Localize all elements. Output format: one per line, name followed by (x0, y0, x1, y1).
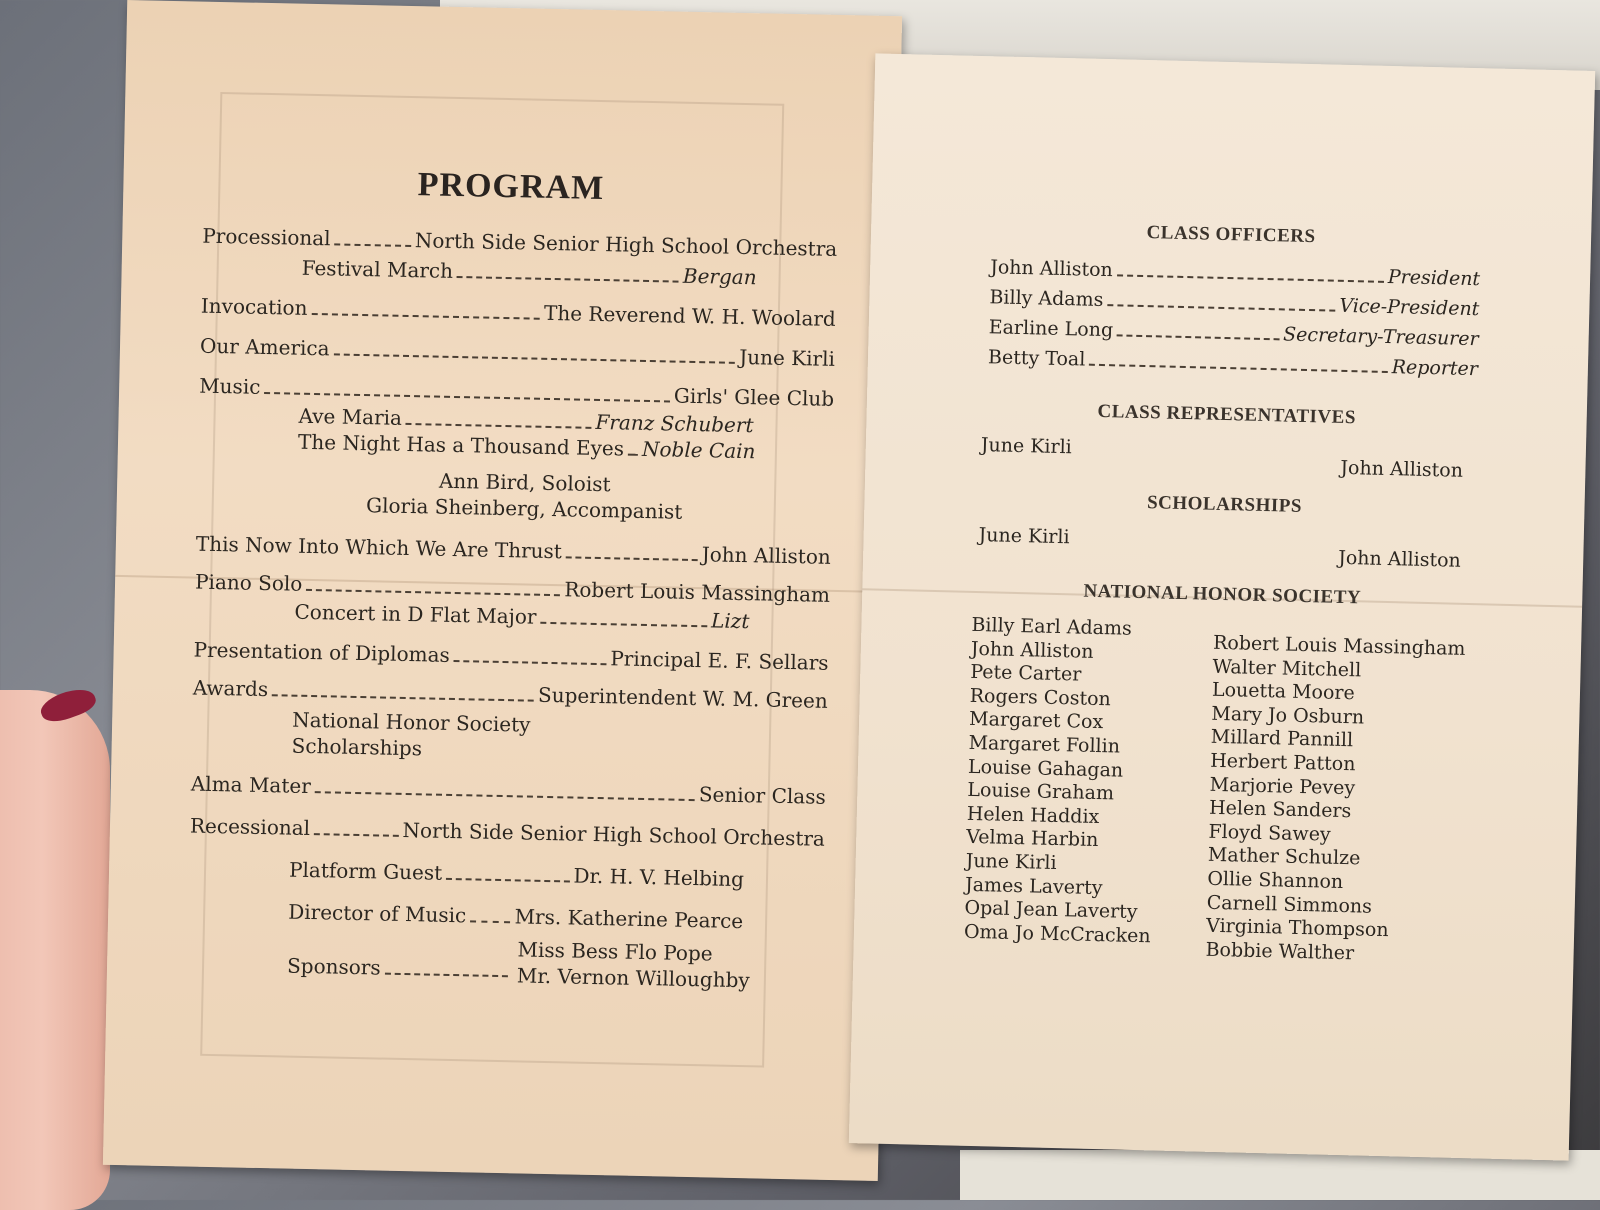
representatives-heading: CLASS REPRESENTATIVES (1097, 400, 1357, 429)
scholarship-recipient: June Kirli (978, 524, 1070, 549)
honor-member: Margaret Follin (968, 731, 1121, 758)
program-item-performer: Franz Schubert (595, 409, 754, 438)
accompanist: Gloria Sheinberg, Accompanist (365, 493, 683, 524)
honor-society-column (964, 614, 1159, 949)
honor-member: Louetta Moore (1211, 678, 1356, 705)
honor-society-heading: NATIONAL HONOR SOCIETY (1083, 580, 1362, 609)
program-item-performer: Dr. H. V. Helbing (573, 863, 745, 892)
program-item-label: Our America (199, 333, 330, 361)
representative-name: John Alliston (1340, 456, 1464, 482)
program-item-label: Ave Maria (298, 403, 403, 430)
program-item-label: Processional (202, 223, 331, 251)
program-item-performer: Bergan (682, 263, 757, 290)
honor-member: Margaret Cox (968, 708, 1104, 734)
honor-member: Helen Haddix (966, 802, 1100, 828)
program-item-performer: Girls' Glee Club (673, 383, 835, 411)
honor-member: Carnell Simmons (1206, 891, 1373, 918)
dot-leader (384, 973, 507, 978)
honor-member: Bobbie Walther (1205, 938, 1355, 965)
program-item-label: Alma Mater (190, 771, 312, 799)
honor-member: Mather Schulze (1207, 844, 1361, 870)
dot-leader (628, 454, 638, 456)
honor-society-column (1205, 632, 1465, 968)
program-item-label: Director of Music (287, 899, 467, 928)
dot-leader (406, 423, 592, 429)
award-name: Scholarships (291, 733, 423, 761)
program-item-performer: Noble Cain (641, 436, 756, 464)
sponsor-name: Mr. Vernon Willoughby (516, 963, 750, 993)
program-item-performer: North Side Senior High School Orchestra (414, 228, 838, 261)
honor-member: June Kirli (965, 849, 1057, 874)
dot-leader (566, 556, 698, 561)
hand (0, 690, 110, 1210)
officer-row (988, 346, 1478, 380)
program-item-performer: Senior Class (698, 782, 827, 809)
honor-member: Louise Gahagan (967, 755, 1124, 782)
dot-leader (311, 313, 540, 320)
honor-member: Millard Pannill (1210, 726, 1354, 752)
officer-role: Reporter (1391, 356, 1479, 381)
honor-member: Velma Harbin (966, 826, 1099, 852)
honor-member: Herbert Patton (1209, 749, 1356, 776)
honor-member: Helen Sanders (1208, 796, 1352, 823)
dot-leader (1117, 334, 1279, 340)
officer-name: Billy Adams (989, 286, 1104, 312)
honor-member: Floyd Sawey (1208, 820, 1331, 846)
program-page (103, 0, 902, 1181)
program-item-label: Sponsors (286, 953, 381, 980)
program-title: PROGRAM (417, 166, 605, 208)
honor-member: Billy Earl Adams (971, 613, 1133, 640)
dot-leader (1089, 364, 1387, 373)
honor-member: Louise Graham (967, 778, 1115, 805)
scholarship-recipient: John Alliston (1337, 546, 1462, 572)
program-item-performer: Principal E. F. Sellars (610, 646, 829, 675)
program-item-label: Presentation of Diplomas (193, 637, 451, 667)
honor-member: Mary Jo Osburn (1211, 702, 1365, 729)
officer-name: John Alliston (989, 256, 1114, 282)
program-item-label: Piano Solo (194, 569, 303, 596)
dot-leader (334, 243, 410, 247)
officer-role: Secretary-Treasurer (1282, 323, 1479, 351)
honor-member: Oma Jo McCracken (963, 920, 1151, 948)
program-item-label: The Night Has a Thousand Eyes (297, 429, 625, 461)
dot-leader (272, 694, 534, 701)
officer-row (988, 316, 1478, 350)
program-item-performer: Robert Louis Massingham (564, 577, 831, 607)
honor-member: Pete Carter (970, 661, 1082, 686)
honor-member: Opal Jean Laverty (964, 896, 1138, 924)
dot-leader (470, 920, 510, 923)
program-item-performer: Mrs. Katherine Pearce (514, 904, 744, 934)
honor-member: Marjorie Pevey (1209, 773, 1356, 799)
sponsor-list (517, 936, 751, 993)
program-item-label: Music (198, 373, 261, 399)
officer-row (990, 256, 1480, 290)
program-item-performer: John Alliston (701, 542, 832, 569)
program-item-performer: The Reverend W. H. Woolard (543, 300, 837, 331)
officer-name: Betty Toal (987, 346, 1086, 371)
class-info-page (849, 53, 1595, 1160)
dot-leader (306, 589, 560, 596)
soloist: Ann Bird, Soloist (438, 468, 611, 497)
dot-leader (1117, 274, 1384, 283)
sponsor-name: Miss Bess Flo Pope (517, 937, 713, 966)
program-item-label: Recessional (189, 813, 311, 841)
scholarships-heading: SCHOLARSHIPS (1146, 492, 1303, 517)
dot-leader (457, 276, 679, 283)
honor-member: John Alliston (970, 637, 1094, 663)
program-item-label: Concert in D Flat Major (294, 599, 537, 629)
dot-leader (1107, 304, 1335, 312)
dot-leader (540, 622, 707, 627)
officer-role: President (1387, 265, 1481, 291)
officer-name: Earline Long (988, 316, 1114, 342)
award-name: National Honor Society (291, 707, 531, 737)
program-item-performer: North Side Senior High School Orchestra (402, 817, 826, 851)
program-item-label: Festival March (301, 255, 454, 283)
program-item-label: This Now Into Which We Are Thrust (195, 531, 563, 564)
honor-member: James Laverty (964, 873, 1103, 899)
dot-leader (454, 660, 607, 665)
dot-leader (446, 878, 569, 883)
program-item-label: Invocation (200, 293, 308, 320)
program-item-performer: June Kirli (739, 344, 836, 371)
honor-member: Robert Louis Massingham (1212, 631, 1466, 660)
program-item-performer: Lizt (710, 608, 750, 634)
program-item-label: Awards (192, 675, 269, 702)
dot-leader (314, 833, 399, 837)
honor-member: Rogers Coston (969, 684, 1112, 711)
program-item-label: Platform Guest (288, 857, 443, 885)
program-item-performer: Superintendent W. M. Green (537, 682, 829, 713)
honor-member: Walter Mitchell (1212, 655, 1362, 682)
officers-heading: CLASS OFFICERS (1146, 222, 1316, 248)
honor-member: Virginia Thompson (1205, 914, 1389, 942)
honor-member: Ollie Shannon (1207, 867, 1344, 893)
representative-name: June Kirli (980, 434, 1073, 459)
officer-row (989, 286, 1479, 320)
officer-role: Vice-President (1339, 294, 1480, 321)
program-item (287, 954, 512, 983)
